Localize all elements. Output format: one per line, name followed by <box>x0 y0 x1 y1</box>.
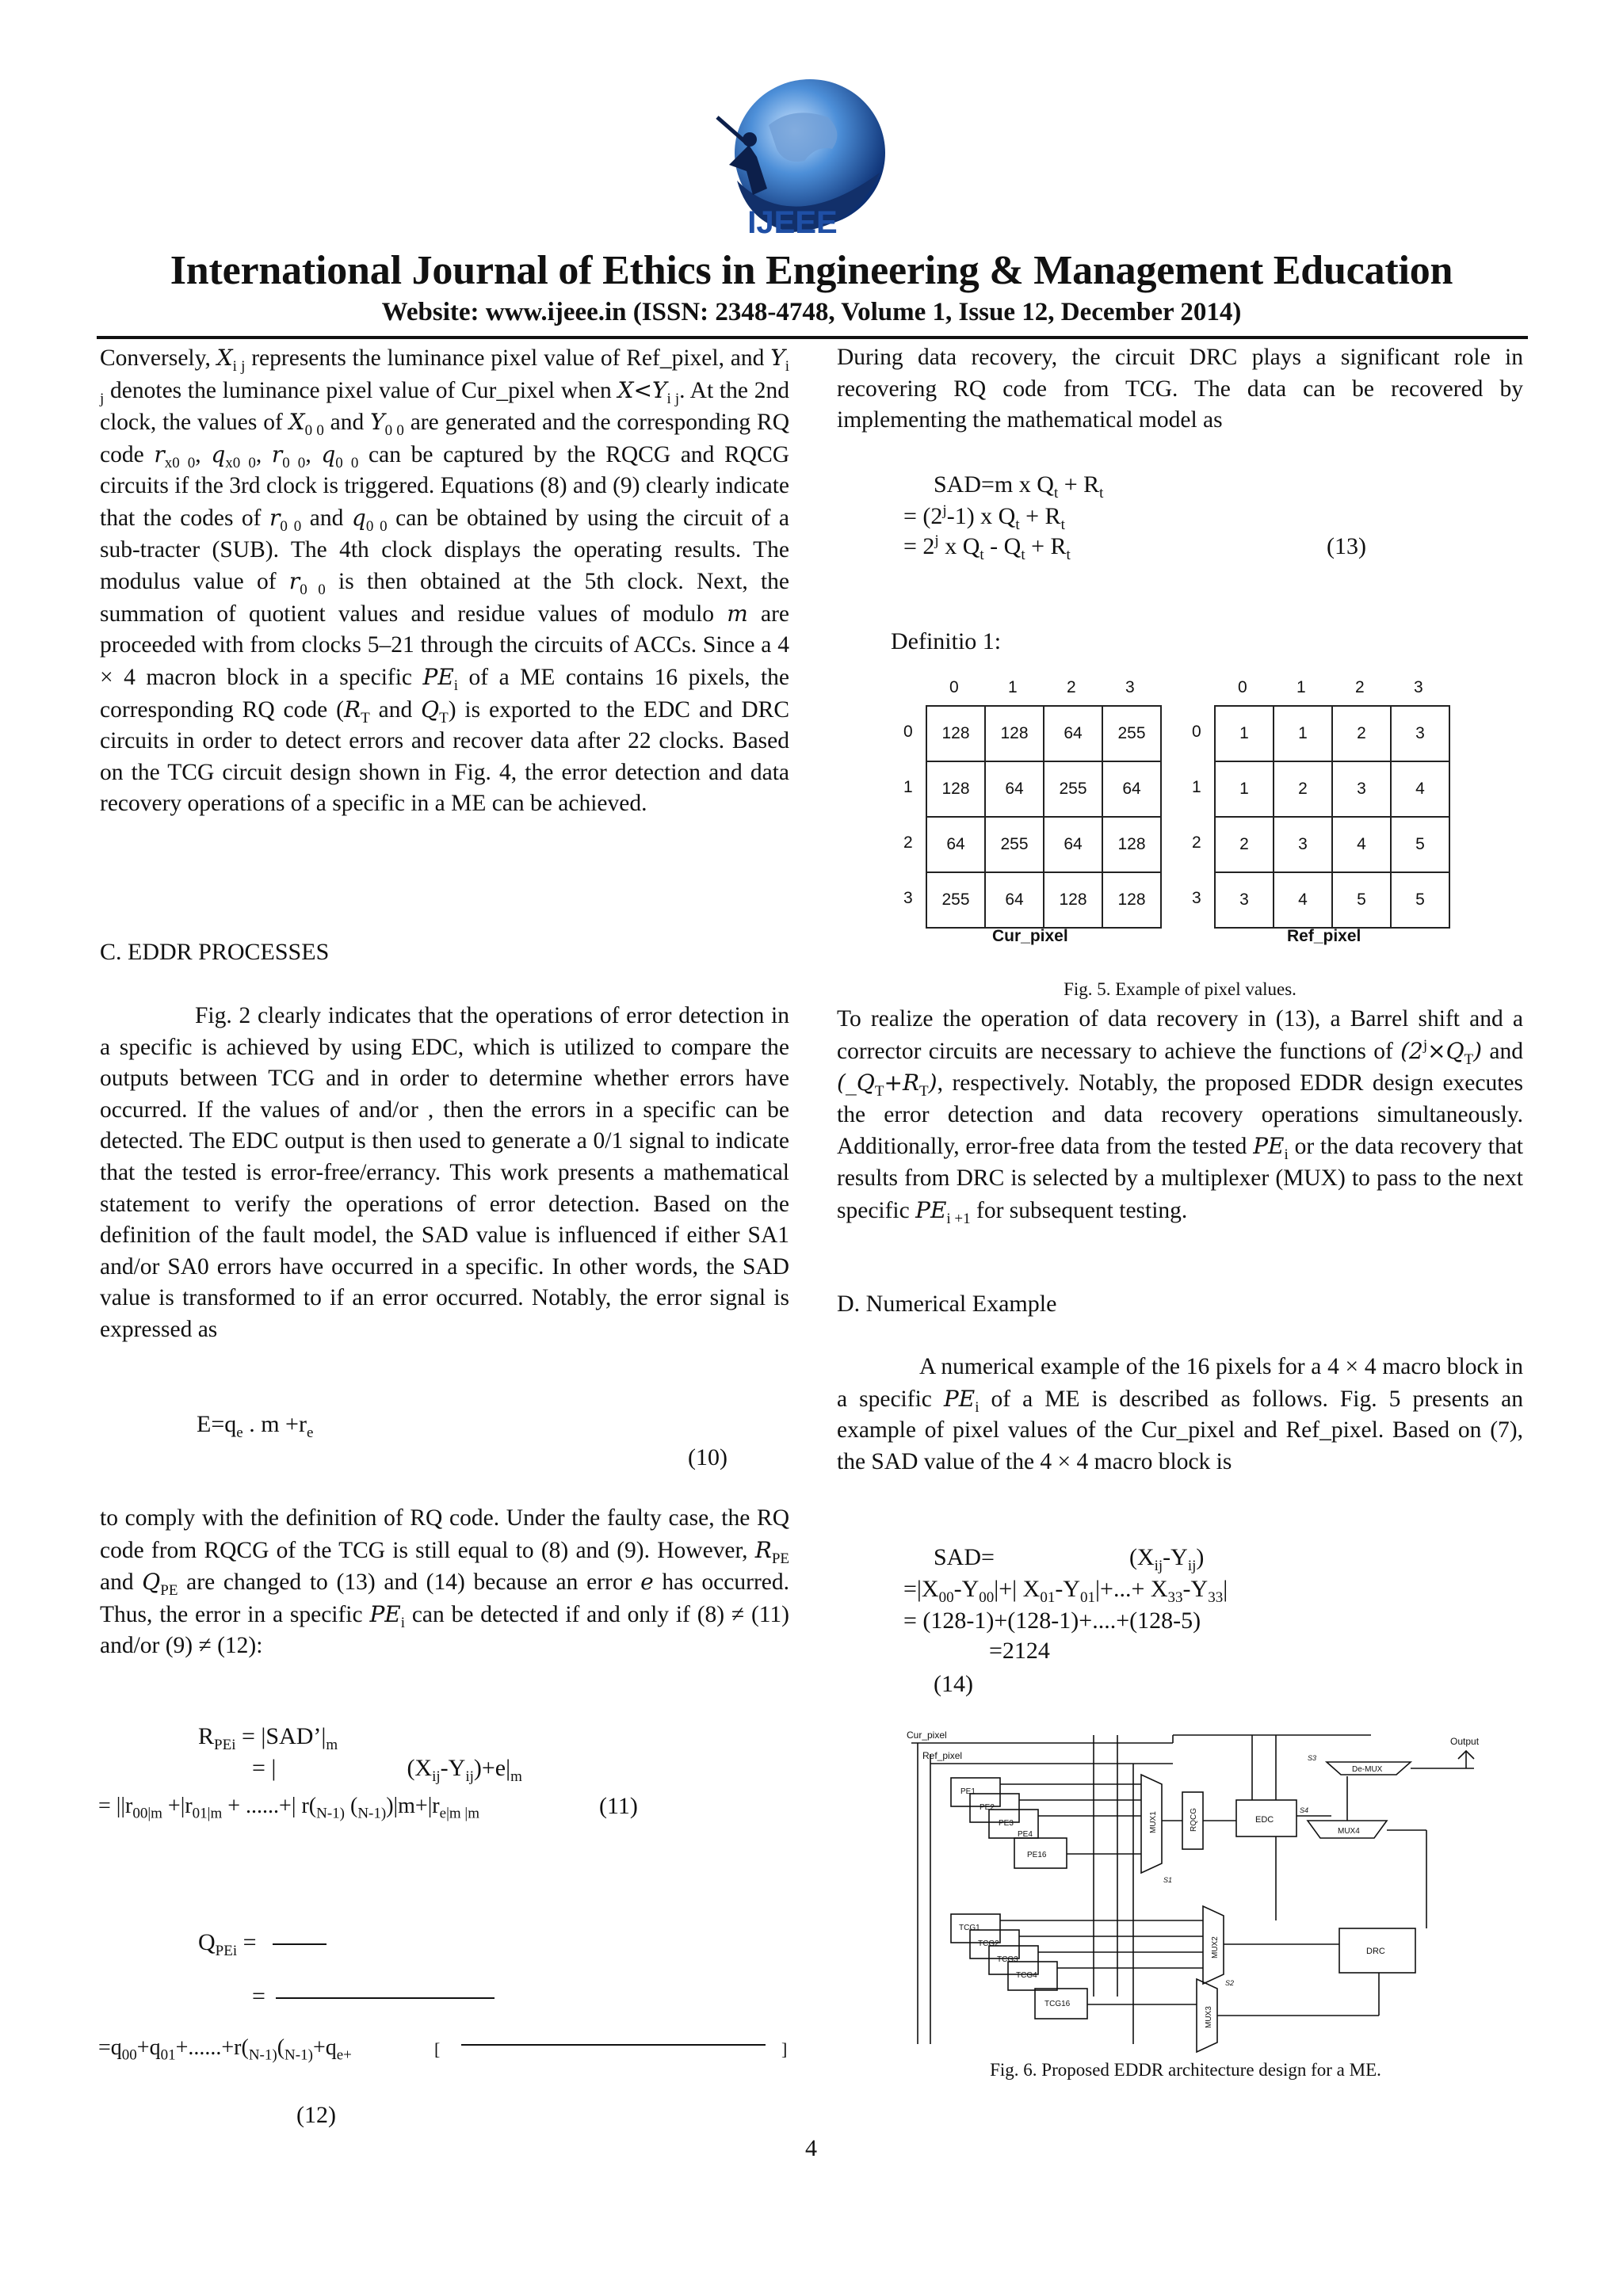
journal-logo <box>674 70 911 248</box>
equation-11-number: (11) <box>599 1793 638 1819</box>
equation-11-line-1: $R_{PEi}$ = $|SAD’|_m$ <box>198 1723 338 1753</box>
fig6-pe-1: PE1 <box>960 1787 976 1796</box>
fig6-tcg-3: TCG3 <box>997 1955 1018 1964</box>
bracket-left: [ <box>434 2039 441 2059</box>
equation-10: $E=q_e$ . $m +r_e$ <box>197 1411 314 1441</box>
grid-col-header: 1 <box>1008 678 1018 696</box>
cur-pixel-table <box>926 705 1162 929</box>
grid-row-header: 2 <box>1192 833 1201 852</box>
section-heading-c: C. EDDR PROCESSES <box>100 939 330 965</box>
grid-cell: 128 <box>1102 872 1161 928</box>
equation-12-line-2: = <box>252 1983 265 2009</box>
fig6-tcg-4: TCG4 <box>1016 1971 1037 1980</box>
fig6-s1: S1 <box>1163 1876 1173 1884</box>
equation-14-line-4: =2124 <box>989 1638 1050 1664</box>
grid-cell: 3 <box>1274 817 1332 872</box>
grid-row-header: 1 <box>1192 778 1201 796</box>
grid-cell: 255 <box>1044 761 1102 817</box>
grid-cell: 128 <box>1044 872 1102 928</box>
grid-row <box>1215 817 1449 872</box>
grid-row-header: 2 <box>903 833 913 852</box>
equation-11-line-3: = $||r_{00|m} +|r_{01|m}$ + ......+| $r(_{N-1)}$ $(_{N-1)})|m+|r_{e|m |m}$ <box>98 1794 479 1822</box>
grid-col-header: 1 <box>1296 678 1306 696</box>
equation-14-line-2: $=|X_{00}-Y_{00}|+|$ $X_{01}-Y_{01}|+...+ X_{33}-Y_{33}|$ <box>903 1576 1228 1606</box>
fig6-output-label: Output <box>1450 1736 1480 1747</box>
grid-cell: 64 <box>1044 817 1102 872</box>
fig6-mux1: MUX1 <box>1149 1811 1158 1833</box>
figure-6-caption: Fig. 6. Proposed EDDR architecture design for a ME. <box>990 2060 1381 2080</box>
equation-10-number: (10) <box>688 1444 727 1470</box>
fig6-edc: EDC <box>1255 1815 1274 1825</box>
grid-col-header: 0 <box>949 678 959 696</box>
fig6-drc: DRC <box>1366 1947 1385 1956</box>
journal-title: International Journal of Ethics in Engineering & Management Education <box>170 248 1453 293</box>
bracket-right: ] <box>781 2039 788 2059</box>
grid-cell: 4 <box>1332 817 1391 872</box>
fig6-s3: S3 <box>1308 1754 1317 1762</box>
grid-cell: 3 <box>1391 706 1449 761</box>
grid-col-header: 2 <box>1355 678 1365 696</box>
grid-cell: 128 <box>926 761 985 817</box>
equation-13-line-1: SAD=m x $Q_t + R_t$ <box>934 471 1104 502</box>
grid-cell: 128 <box>1102 817 1161 872</box>
grid-row-header: 0 <box>1192 723 1201 741</box>
fig6-pe-16: PE16 <box>1027 1851 1047 1859</box>
figure-5 <box>903 678 1458 955</box>
equation-13-line-2: = $(2^j-1)$ x $Q_t + R_t$ <box>903 502 1065 533</box>
grid-row <box>926 761 1161 817</box>
grid-col-header: 3 <box>1414 678 1423 696</box>
grid-cell: 128 <box>926 706 985 761</box>
section-heading-d: D. Numerical Example <box>837 1291 1057 1317</box>
grid-row-header: 3 <box>1192 889 1201 907</box>
fig6-tcg-16: TCG16 <box>1044 2000 1071 2008</box>
equation-13-line-3: = $2^j$ x $Q_t - Q_t + R_t$ <box>903 532 1071 563</box>
right-paragraph-3: A numerical example of the 16 pixels for a 4 × 4 macro block in a specific $PE_i$ of a ME is described as follows. Fig. 5 presents an example of pixel values of the Cur_pixel and Ref_pixel. Based on (7), the SAD value of the 4 × 4 macro block is <box>837 1354 1523 1474</box>
grid-cell: 64 <box>926 817 985 872</box>
grid-row-header: 0 <box>903 723 913 741</box>
equation-12-line-1: $Q_{PEi}$ = <box>198 1929 257 1959</box>
fig6-rqcg: RQCG <box>1190 1808 1198 1832</box>
equation-12-number: (12) <box>296 2102 336 2128</box>
page-number: 4 <box>805 2135 817 2161</box>
figure-6 <box>903 1727 1490 2060</box>
equation-14-number: (14) <box>934 1671 973 1697</box>
fig6-pe-3: PE3 <box>999 1819 1014 1828</box>
fig6-tcg-1: TCG1 <box>959 1924 980 1932</box>
fig6-mux4: MUX4 <box>1338 1827 1360 1836</box>
definition-label: Definitio 1: <box>891 628 1002 654</box>
grid-cell: 3 <box>1332 761 1391 817</box>
equation-14-line-1: $SAD= (X_{ij}-Y_{ij})$ <box>934 1544 1205 1574</box>
grid-row <box>1215 706 1449 761</box>
grid-cell: 255 <box>985 817 1044 872</box>
header-rule <box>97 336 1528 339</box>
fraction-bar-2 <box>276 1997 495 1999</box>
left-paragraph-1: Conversely, $X_{i j}$ represents the luminance pixel value of Ref_pixel, and $Y_{i j}$ denotes the luminance pixel value of Cur_pixel when $X<Y_{i j}$. At the 2nd clock, the values of $X_{0 0}$ and $Y_{0 0}$ are generated and the corresponding RQ code $r_{x0 0}$, $q_{x0 0}$, $r_{0 0}$, $q_{0 0}$ can be captured by the RQCG and RQCG circuits if the 3rd clock is triggered. Equations (8) and (9) clearly indicate that the codes of $r_{0 0}$ and $q_{0 0}$ can be obtained by using the circuit of a sub-tracter (SUB). The 4th clock displays the operating results. The modulus value of $r_{0 0}$ is then obtained at the 5th clock. Next, the summation of quotient values and residue values of modulo m are proceeded with from clocks 5–21 through the circuits of ACCs. Since a 4 × 4 macron block in a specific $PE_i$ of a ME contains 16 pixels, the corresponding RQ code ($R_T$ and $Q_T$) is exported to the EDC and DRC circuits in order to detect errors and recover data after 22 clocks. Based on the TCG circuit design shown in Fig. 4, the error detection and data recovery operations of a specific in a ME can be achieved. <box>100 345 790 817</box>
logo-text: IJEEE <box>747 205 838 240</box>
grid-cell: 64 <box>1044 706 1102 761</box>
grid-cell: 255 <box>926 872 985 928</box>
grid-cell: 64 <box>1102 761 1161 817</box>
grid-row <box>1215 761 1449 817</box>
fig6-mux2: MUX2 <box>1211 1936 1220 1958</box>
grid-col-header: 2 <box>1067 678 1076 696</box>
grid-cell: 1 <box>1215 761 1274 817</box>
fig6-mux3: MUX3 <box>1205 2006 1213 2028</box>
fig6-pe-2: PE2 <box>980 1803 995 1812</box>
grid-col-header: 0 <box>1238 678 1247 696</box>
equation-12-line-3: $=q_{00}+q_{01}+......+r(_{N-1)}(_{N-1)}+q_{e+}$ <box>98 2035 352 2064</box>
figure-5-caption: Fig. 5. Example of pixel values. <box>1064 979 1296 999</box>
fig6-s4: S4 <box>1300 1806 1309 1814</box>
grid-cell: 64 <box>985 872 1044 928</box>
grid-cell: 5 <box>1391 872 1449 928</box>
grid-cell: 255 <box>1102 706 1161 761</box>
ref-pixel-table <box>1214 705 1450 929</box>
grid-cell: 2 <box>1332 706 1391 761</box>
grid-col-header: 3 <box>1125 678 1135 696</box>
fig6-s2: S2 <box>1225 1979 1235 1987</box>
fig6-ref-pixel-label: Ref_pixel <box>922 1750 963 1761</box>
grid-cell: 128 <box>985 706 1044 761</box>
equation-14-line-3: = (128-1)+(128-1)+....+(128-5) <box>903 1608 1201 1634</box>
right-paragraph-1: During data recovery, the circuit DRC plays a significant role in recovering RQ code from TCG. The data can be recovered by implementing the mathematical model as <box>837 345 1523 433</box>
equation-11-line-2: = | $(X_{ij}-Y_{ij})+e|_m$ <box>252 1755 522 1785</box>
equation-13-number: (13) <box>1327 533 1366 559</box>
fraction-bar-3 <box>461 2044 766 2046</box>
grid-cell: 5 <box>1332 872 1391 928</box>
right-paragraph-2: To realize the operation of data recovery in (13), a Barrel shift and a corrector circuits are necessary to achieve the functions of $(2^j\times Q_T)$ and $(\_Q_T+R_T)$, respectively. Notably, the proposed EDDR design executes the error detection and data recovery operations simultaneously. Additionally, error-free data from the tested $PE_i$ or the data recovery that results from DRC is selected by a multiplexer (MUX) to pass to the next specific $PE_{i +1}$ for subsequent testing. <box>837 1006 1523 1227</box>
left-paragraph-3: to comply with the definition of RQ code. Under the faulty case, the RQ code from RQCG of the TCG is still equal to (8) and (9). However, $R_{PE}$ and $Q_{PE}$ are changed to (13) and (14) because an error e has occurred. Thus, the error in a specific $PE_i$ can be detected if and only if (8) ≠ (11) and/or (9) ≠ (12): <box>100 1505 789 1659</box>
grid-cell: 4 <box>1274 872 1332 928</box>
grid-row <box>926 706 1161 761</box>
left-paragraph-2: Fig. 2 clearly indicates that the operations of error detection in a specific is achieved by using EDC, which is utilized to compare the outputs between TCG and in order to determine whether errors have occurred. If the values of and/or , then the errors in a specific can be detected. The EDC output is then used to generate a 0/1 signal to indicate that the tested is error-free/errancy. This work presents a mathematical statement to verify the operations of error detection. Based on the definition of the fault model, the SAD value is influenced if either SA1 and/or SA0 errors have occurred in a specific. In other words, the SAD value is transformed to if an error occurred. Notably, the error signal is expressed as <box>100 1003 789 1342</box>
grid-row <box>926 817 1161 872</box>
grid-cell: 2 <box>1274 761 1332 817</box>
grid-cell: 1 <box>1215 706 1274 761</box>
fig6-tcg-2: TCG2 <box>978 1939 999 1948</box>
grid-row-header: 3 <box>903 889 913 907</box>
fig6-demux: De-MUX <box>1352 1765 1383 1774</box>
grid-row-header: 1 <box>903 778 913 796</box>
grid-cell: 3 <box>1215 872 1274 928</box>
grid-cell: 1 <box>1274 706 1332 761</box>
grid-cell: 64 <box>985 761 1044 817</box>
grid-cell: 5 <box>1391 817 1449 872</box>
fig6-pe-4: PE4 <box>1018 1830 1033 1839</box>
ref-pixel-label: Ref_pixel <box>1287 927 1361 945</box>
fig6-cur-pixel-label: Cur_pixel <box>907 1730 947 1741</box>
grid-row <box>1215 872 1449 928</box>
grid-cell: 4 <box>1391 761 1449 817</box>
grid-row <box>926 872 1161 928</box>
website-line: Website: www.ijeee.in (ISSN: 2348-4748, Volume 1, Issue 12, December 2014) <box>381 298 1242 326</box>
cur-pixel-label: Cur_pixel <box>992 927 1068 945</box>
fraction-bar-1 <box>273 1943 327 1945</box>
grid-cell: 2 <box>1215 817 1274 872</box>
